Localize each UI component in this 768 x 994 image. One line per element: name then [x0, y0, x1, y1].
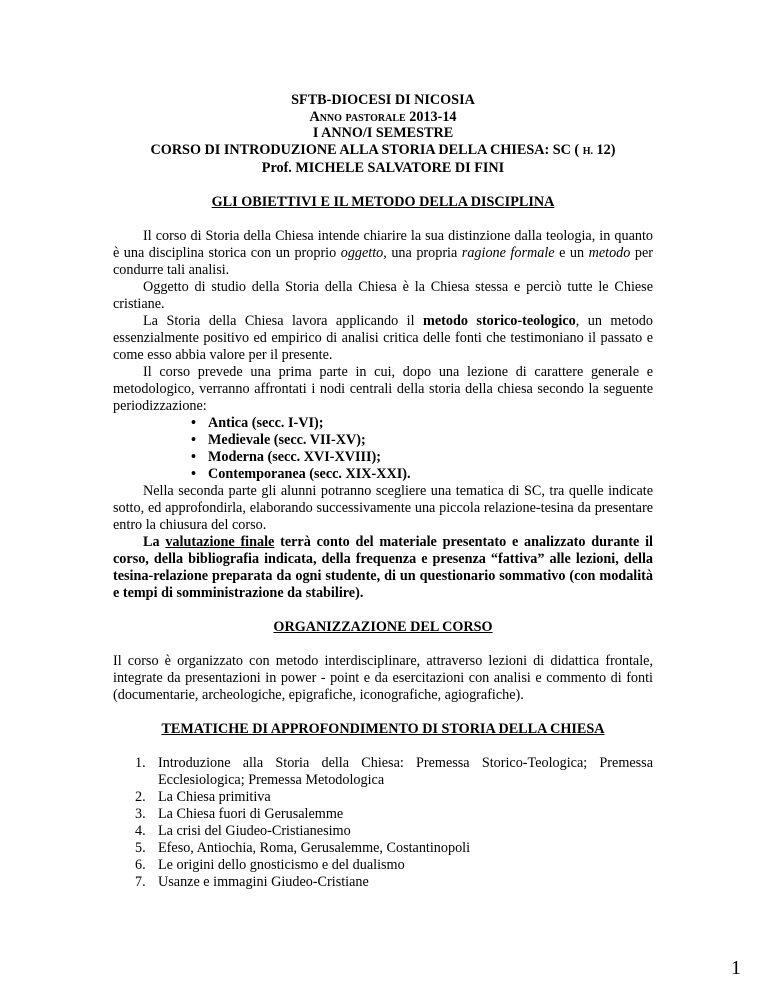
section-title-organization: ORGANIZZAZIONE DEL CORSO: [273, 618, 493, 635]
list-item: 7. Usanze e immagini Giudeo-Cristiane: [135, 873, 369, 890]
list-item: • Antica (secc. I-VI);: [193, 415, 653, 432]
header-course-title: [113, 142, 653, 161]
header-professor: Prof. MICHELE SALVATORE DI FINI: [261, 160, 505, 176]
document-page: [113, 92, 653, 891]
section-title-objectives: GLI OBIETTIVI E IL METODO DELLA DISCIPLINA: [211, 193, 555, 210]
list-item: 1. Introduzione alla Storia della Chiesa: Premessa Storico-Teologica; Premessa Ecclesiologica; Premessa Metodologica: [135, 754, 653, 788]
list-item: 3. La Chiesa fuori di Gerusalemme: [135, 805, 344, 822]
course-hours-value: 12): [592, 141, 616, 158]
header-semester: I ANNO/I SEMESTRE: [312, 125, 454, 141]
document-header: [113, 92, 653, 177]
header-year-value: 2013-14: [409, 108, 457, 125]
header-institution: SFTB-DIOCESI DI NICOSIA: [291, 92, 475, 108]
list-item: • Medievale (secc. VII-XV);: [193, 432, 653, 449]
section-title-topics: TEMATICHE DI APPROFONDIMENTO DI STORIA DELLA CHIESA: [161, 720, 605, 737]
paragraph-second-part: Nella seconda parte gli alunni potranno scegliere una tematica di SC, tra quelle indicate sotto, ed approfondirla, elaborando successivamente una piccola relazione-tesina da presentare entro la chiusura del corso.: [113, 482, 653, 533]
list-item: 6. Le origini dello gnosticismo e del dualismo: [135, 856, 405, 873]
topics-list: [113, 755, 653, 891]
paragraph-evaluation: La valutazione finale terrà conto del materiale presentato e analizzato durante il corso, della bibliografia indicata, della frequenza e presenza “fattiva” alle lezioni, della tesina-relazione preparata da ogni studente, di un questionario sommativo (con modalità e tempi di somministrazione da stabilire).: [113, 533, 653, 601]
list-item: 2. La Chiesa primitiva: [135, 788, 271, 805]
paragraph-object: Oggetto di studio della Storia della Chiesa è la Chiesa stessa e perciò tutte le Chiese cristiane.: [113, 278, 653, 312]
course-hours-label: H.: [582, 145, 593, 157]
list-item: 5. Efeso, Antiochia, Roma, Gerusalemme, Costantinopoli: [135, 839, 471, 856]
list-item: • Moderna (secc. XVI-XVIII);: [193, 449, 653, 466]
header-year: [113, 109, 653, 126]
periodization-list: [113, 415, 653, 483]
paragraph-method: La Storia della Chiesa lavora applicando il metodo storico-teologico, un metodo essenzialmente positivo ed empirico di analisi critica delle fonti che testimoniano il passato e come esso abbia valore per il presente.: [113, 312, 653, 363]
header-year-label: Anno pastorale: [309, 108, 406, 125]
paragraph-intro: Il corso di Storia della Chiesa intende chiarire la sua distinzione dalla teologia, in quanto è una disciplina storica con un proprio oggetto, una propria ragione formale e un metodo per condurre tali analisi.: [113, 227, 653, 278]
page-number: 1: [731, 957, 741, 979]
list-item: • Contemporanea (secc. XIX-XXI).: [193, 466, 653, 483]
paragraph-organization: Il corso è organizzato con metodo interdisciplinare, attraverso lezioni di didattica frontale, integrate da presentazioni in power - point e da esercitazioni con analisi e commento di fonti (documentarie, archeologiche, epigrafiche, iconografiche, agiografiche).: [113, 652, 653, 703]
paragraph-structure: Il corso prevede una prima parte in cui, dopo una lezione di carattere generale e metodologico, verranno affrontati i nodi centrali della storia della chiesa secondo la seguente periodizzazione:: [113, 363, 653, 414]
course-title-text: CORSO DI INTRODUZIONE ALLA STORIA DELLA CHIESA: SC (: [150, 141, 580, 158]
list-item: 4. La crisi del Giudeo-Cristianesimo: [135, 822, 351, 839]
